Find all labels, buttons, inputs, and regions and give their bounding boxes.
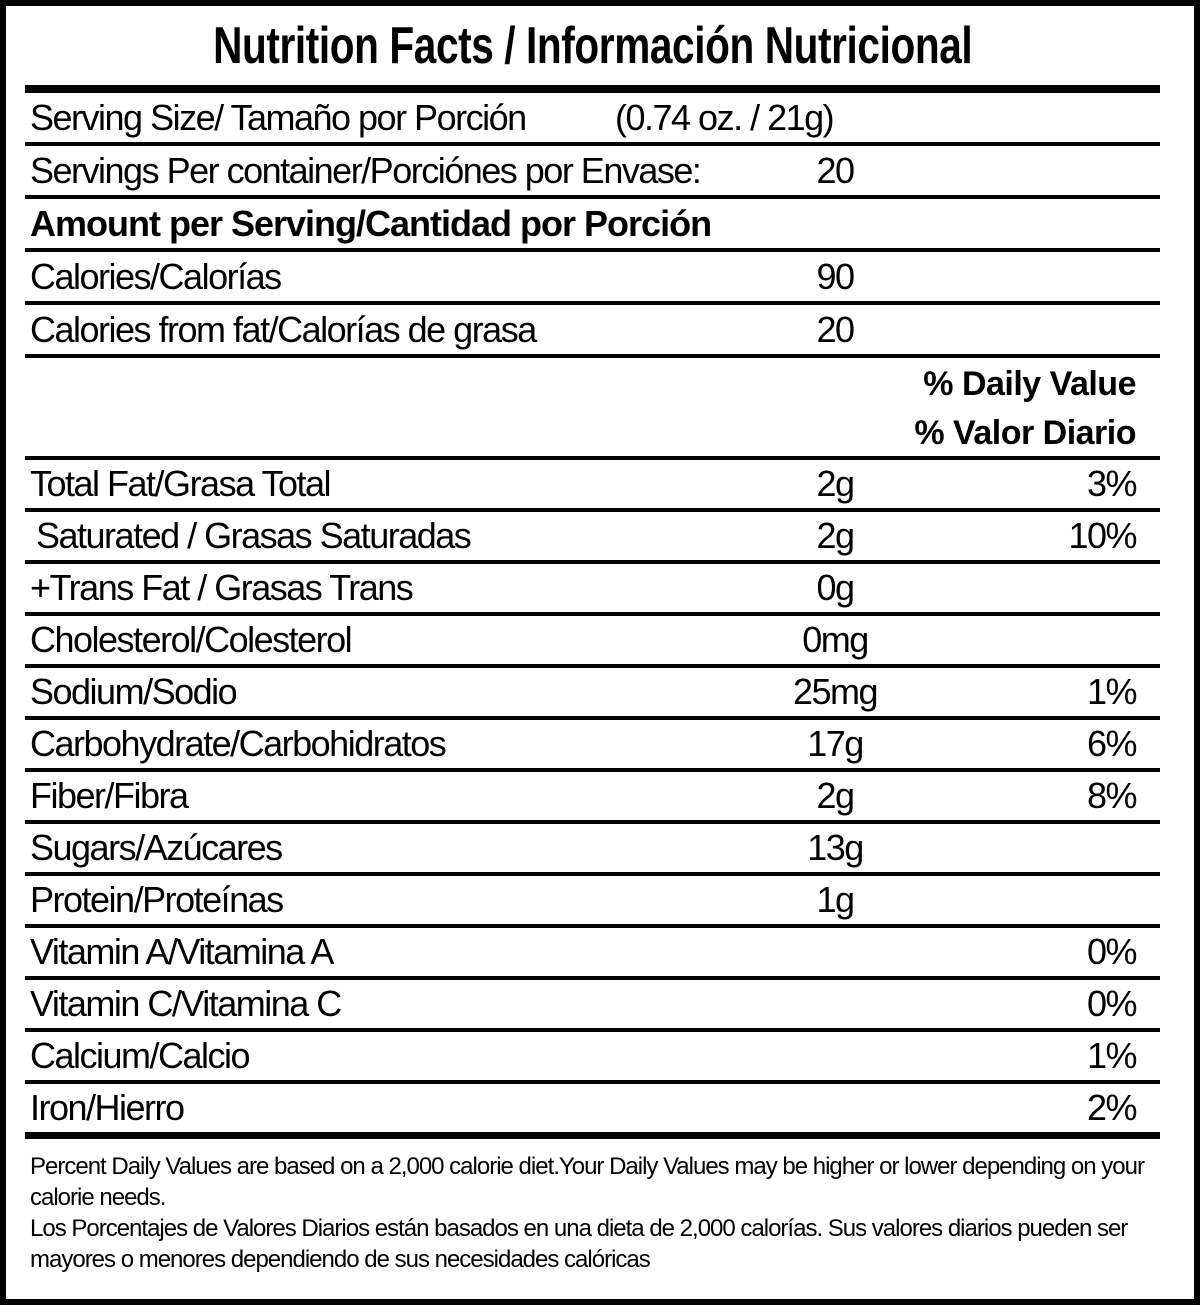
calories-row: [25, 252, 1160, 305]
page-title: Nutrition Facts / Información Nutricional: [212, 16, 973, 75]
nutrient-amount: 25mg: [792, 671, 878, 712]
nutrient-row-fiber: [25, 772, 1160, 824]
nutrient-percent: 3%: [1086, 463, 1136, 504]
label-header: [25, 6, 1160, 85]
nutrient-amount: 2g: [816, 463, 854, 504]
nutrient-percent: 6%: [1086, 723, 1136, 764]
nutrient-percent: 2%: [1086, 1087, 1136, 1128]
nutrient-amount: 1g: [816, 879, 854, 920]
nutrient-amount: 2g: [816, 775, 854, 816]
servings-per-container-label: Servings Per container/Porciónes por Envase:: [30, 149, 701, 191]
nutrient-percent: 0%: [1086, 983, 1136, 1024]
nutrient-label: Cholesterol/Colesterol: [30, 619, 352, 660]
calories-value: 90: [816, 255, 854, 297]
footnote-spanish: Los Porcentajes de Valores Diarios están basados en una dieta de 2,000 calorías. Sus valores diarios pueden ser mayores o menores dependiendo de sus necesidades calóricas: [30, 1215, 1128, 1273]
nutrient-percent: 1%: [1086, 671, 1136, 712]
nutrient-row-saturated-fat: [25, 512, 1160, 564]
nutrient-row-protein: [25, 876, 1160, 928]
nutrient-row-iron: [25, 1084, 1160, 1139]
nutrient-label: Fiber/Fibra: [30, 775, 188, 816]
nutrient-label: Carbohydrate/Carbohidratos: [30, 723, 446, 764]
nutrient-label: Saturated / Grasas Saturadas: [36, 515, 471, 556]
calories-from-fat-row: [25, 305, 1160, 358]
nutrient-label: Iron/Hierro: [30, 1087, 184, 1128]
nutrient-label: Sodium/Sodio: [30, 671, 237, 712]
nutrient-percent: 0%: [1086, 931, 1136, 972]
daily-value-header-en: % Daily Value: [923, 365, 1136, 403]
calories-from-fat-value: 20: [816, 308, 854, 350]
amount-per-serving-heading-row: [25, 199, 1160, 252]
nutrient-percent: 10%: [1068, 515, 1136, 556]
nutrient-label: +Trans Fat / Grasas Trans: [30, 567, 413, 608]
nutrient-row-vitamin-a: [25, 928, 1160, 980]
nutrient-row-cholesterol: [25, 616, 1160, 668]
nutrient-amount: 13g: [807, 827, 863, 868]
servings-per-container-value: 20: [816, 149, 854, 191]
nutrient-amount: 2g: [816, 515, 854, 556]
amount-per-serving-heading: Amount per Serving/Cantidad por Porción: [30, 202, 712, 244]
nutrient-label: Calcium/Calcio: [30, 1035, 250, 1076]
footnote: [25, 1139, 1160, 1299]
serving-size-label: Serving Size/ Tamaño por Porción: [30, 96, 526, 138]
nutrient-percent: 8%: [1086, 775, 1136, 816]
calories-label: Calories/Calorías: [30, 255, 281, 297]
nutrient-label: Total Fat/Grasa Total: [30, 463, 330, 504]
nutrient-amount: 0mg: [802, 619, 868, 660]
nutrient-percent: 1%: [1086, 1035, 1136, 1076]
nutrient-label: Sugars/Azúcares: [30, 827, 282, 868]
daily-value-header-es: % Valor Diario: [914, 414, 1136, 452]
nutrient-row-trans-fat: [25, 564, 1160, 616]
nutrient-amount: 17g: [807, 723, 863, 764]
nutrient-row-carbohydrate: [25, 720, 1160, 772]
nutrient-row-calcium: [25, 1032, 1160, 1084]
calories-from-fat-label: Calories from fat/Calorías de grasa: [30, 308, 536, 350]
nutrient-row-sodium: [25, 668, 1160, 720]
nutrient-row-sugars: [25, 824, 1160, 876]
nutrient-row-vitamin-c: [25, 980, 1160, 1032]
serving-size-row: [25, 93, 1160, 146]
title-divider-bar: [25, 85, 1160, 93]
nutrient-row-total-fat: [25, 460, 1160, 512]
daily-value-header: [25, 358, 1160, 460]
servings-per-container-row: [25, 146, 1160, 199]
serving-size-value: (0.74 oz. / 21g): [615, 96, 834, 138]
nutrient-label: Vitamin A/Vitamina A: [30, 931, 333, 972]
nutrient-label: Vitamin C/Vitamina C: [30, 983, 341, 1024]
footnote-english: Percent Daily Values are based on a 2,000 calorie diet.Your Daily Values may be higher or lower depending on your calorie needs.: [30, 1153, 1144, 1211]
nutrient-amount: 0g: [816, 567, 854, 608]
nutrient-label: Protein/Proteínas: [30, 879, 283, 920]
